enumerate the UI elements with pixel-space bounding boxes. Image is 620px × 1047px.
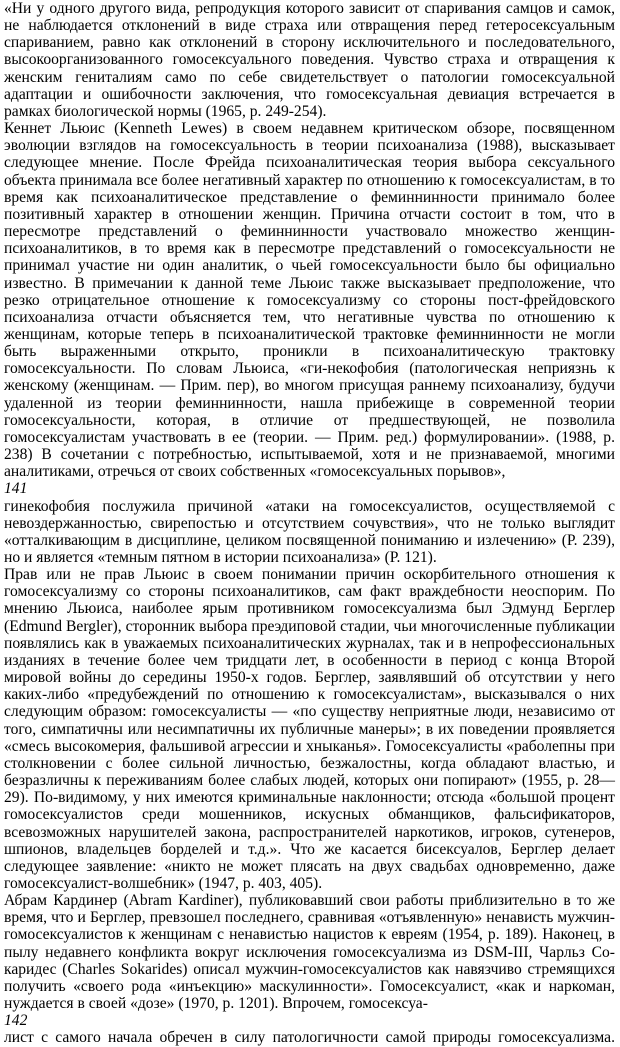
paragraph-3: гинекофобия послужила причиной «атаки на гомосексуалистов, осуществляемой с невоздержанностью, свирепостью и отсутствием сочувствия», что не только выглядит «отталкивающим в дисциплине, целиком посвященной пониманию и излечению» (Р. 239), но и является «темным пятном в истории психоанализа» (Р. 121). [4,497,615,566]
paragraph-6: лист с самого начала обречен в силу патологичности самой природы гомосексуализма. [4,1029,615,1047]
page-number-142: 142 [4,1012,28,1030]
page-number-141: 141 [4,480,28,498]
paragraph-5: Абрам Кардинер (Abram Kardiner), публиковавший свои работы приблизительно в то же время, что и Берглер, превзошел последнего, сравнивая «отъявленную» ненависть мужчин-гомосексуалистов к женщинам с ненавистью нацистов к евреям (1954, р. 189). Наконец, в пылу недавнего конфликта вокруг исключения гомосексуализма из DSM-III, Чарльз Со-каридес (Charles Sokarides) описал мужчин-гомосексуалистов как навязчиво стремящихся получить «своего рода «инъекцию» маскулинности». Гомосексуалист, «как и наркоман, нуждается в своей «дозе» (1970, р. 1201). Впрочем, гомосексуа- [4,892,615,1013]
paragraph-1: «Ни у одного другого вида, репродукция которого зависит от спаривания самцов и самок, не наблюдается отклонений в виде страха или отвращения перед гетеросексуальным спариванием, равно как отклонений в сторону исключительного и последовательного, высокоорганизованного гомосексуального поведения. Чувство страха и отвращения к женским гениталиям само по себе свидетельствует о патологии гомосексуальной адаптации и ошибочности заключения, что гомосексуальная девиация встречается в рамках биологической нормы (1965, р. 249-254). [4,0,615,120]
paragraph-2: Кеннет Льюис (Kenneth Lewes) в своем недавнем критическом обзоре, посвященном эволюции взглядов на гомосексуальность в теории психоанализа (1988), высказывает следующее мнение. После Фрейда психоаналитическая теория выбора сексуального объекта принимала все более негативный характер по отношению к гомосексуалистам, в то время как психоаналитическое представление о феминнинности принимало более позитивный характер в отношении женщин. Причина отчасти состоит в том, что в пересмотре представлений о феминнинности участвовало множество женщин-психоаналитиков, в то время как в пересмотре представлений о гомосексуальности не принимал участие ни один аналитик, о чьей гомосексуальности было бы официально известно. В примечании к данной теме Льюис также высказывает предположение, что резко отрицательное отношение к гомосексуализму со стороны пост-фрейдовского психоанализа отчасти объясняется тем, что негативные чувства по отношению к женщинам, которые теперь в психоаналитической трактовке феминнинности не могли быть выраженными открыто, проникли в психоаналитическую трактовку гомосексуальности. По словам Льюиса, «ги-некофобия (патологическая неприязнь к женскому (женщинам. — Прим. пер), во многом присущая раннему психоанализу, будучи удаленной из теории феминнинности, нашла прибежище в современной теории гомосексуальности, которая, в отличие от предшествующей, не позволила гомосексуалистам участвовать в ее (теории. — Прим. ред.) формулировании». (1988, р. 238) В сочетании с потребностью, испытываемой, хотя и не признаваемой, многими аналитиками, отречься от своих собственных «гомосексуальных порывов», [4,120,615,481]
paragraph-4: Прав или не прав Льюис в своем понимании причин оскорбительного отношения к гомосексуализму со стороны психоаналитиков, сам факт враждебности неоспорим. По мнению Льюиса, наиболее ярым противником гомосексуализма был Эдмунд Берглер (Edmund Bergler), сторонник выбора преэдиповой стадии, чьи многочисленные публикации появлялись как в уважаемых психоаналитических журналах, так и в непрофессиональных изданиях в течение более чем тридцати лет, в особенности в период с конца Второй мировой войны до середины 1950-х годов. Берглер, заявлявший об отсутствии у него каких-либо «предубеждений по отношению к гомосексуалистам», высказывался о них следующим образом: гомосексуалисты — «по существу неприятные люди, независимо от того, симпатичны или несимпатичны их публичные манеры»; в их поведении проявляется «смесь высокомерия, фальшивой агрессии и хныканья». Гомосексуалисты «раболепны при столкновении с более сильной личностью, безжалостны, когда обладают властью, и безразличны к переживаниям более слабых людей, которых они попирают» (1955, р. 28—29). По-видимому, у них имеются криминальные наклонности; отсюда «большой процент гомосексуалистов среди мошенников, искусных обманщиков, фальсификаторов, всевозможных нарушителей закона, распространителей наркотиков, игроков, сутенеров, шпионов, владельцев борделей и т.д.». Что же касается бисексуалов, Берглер делает следующее заявление: «никто не может плясать на двух свадьбах одновременно, даже гомосексуалист-волшебник» (1947, р. 403, 405). [4,566,615,892]
